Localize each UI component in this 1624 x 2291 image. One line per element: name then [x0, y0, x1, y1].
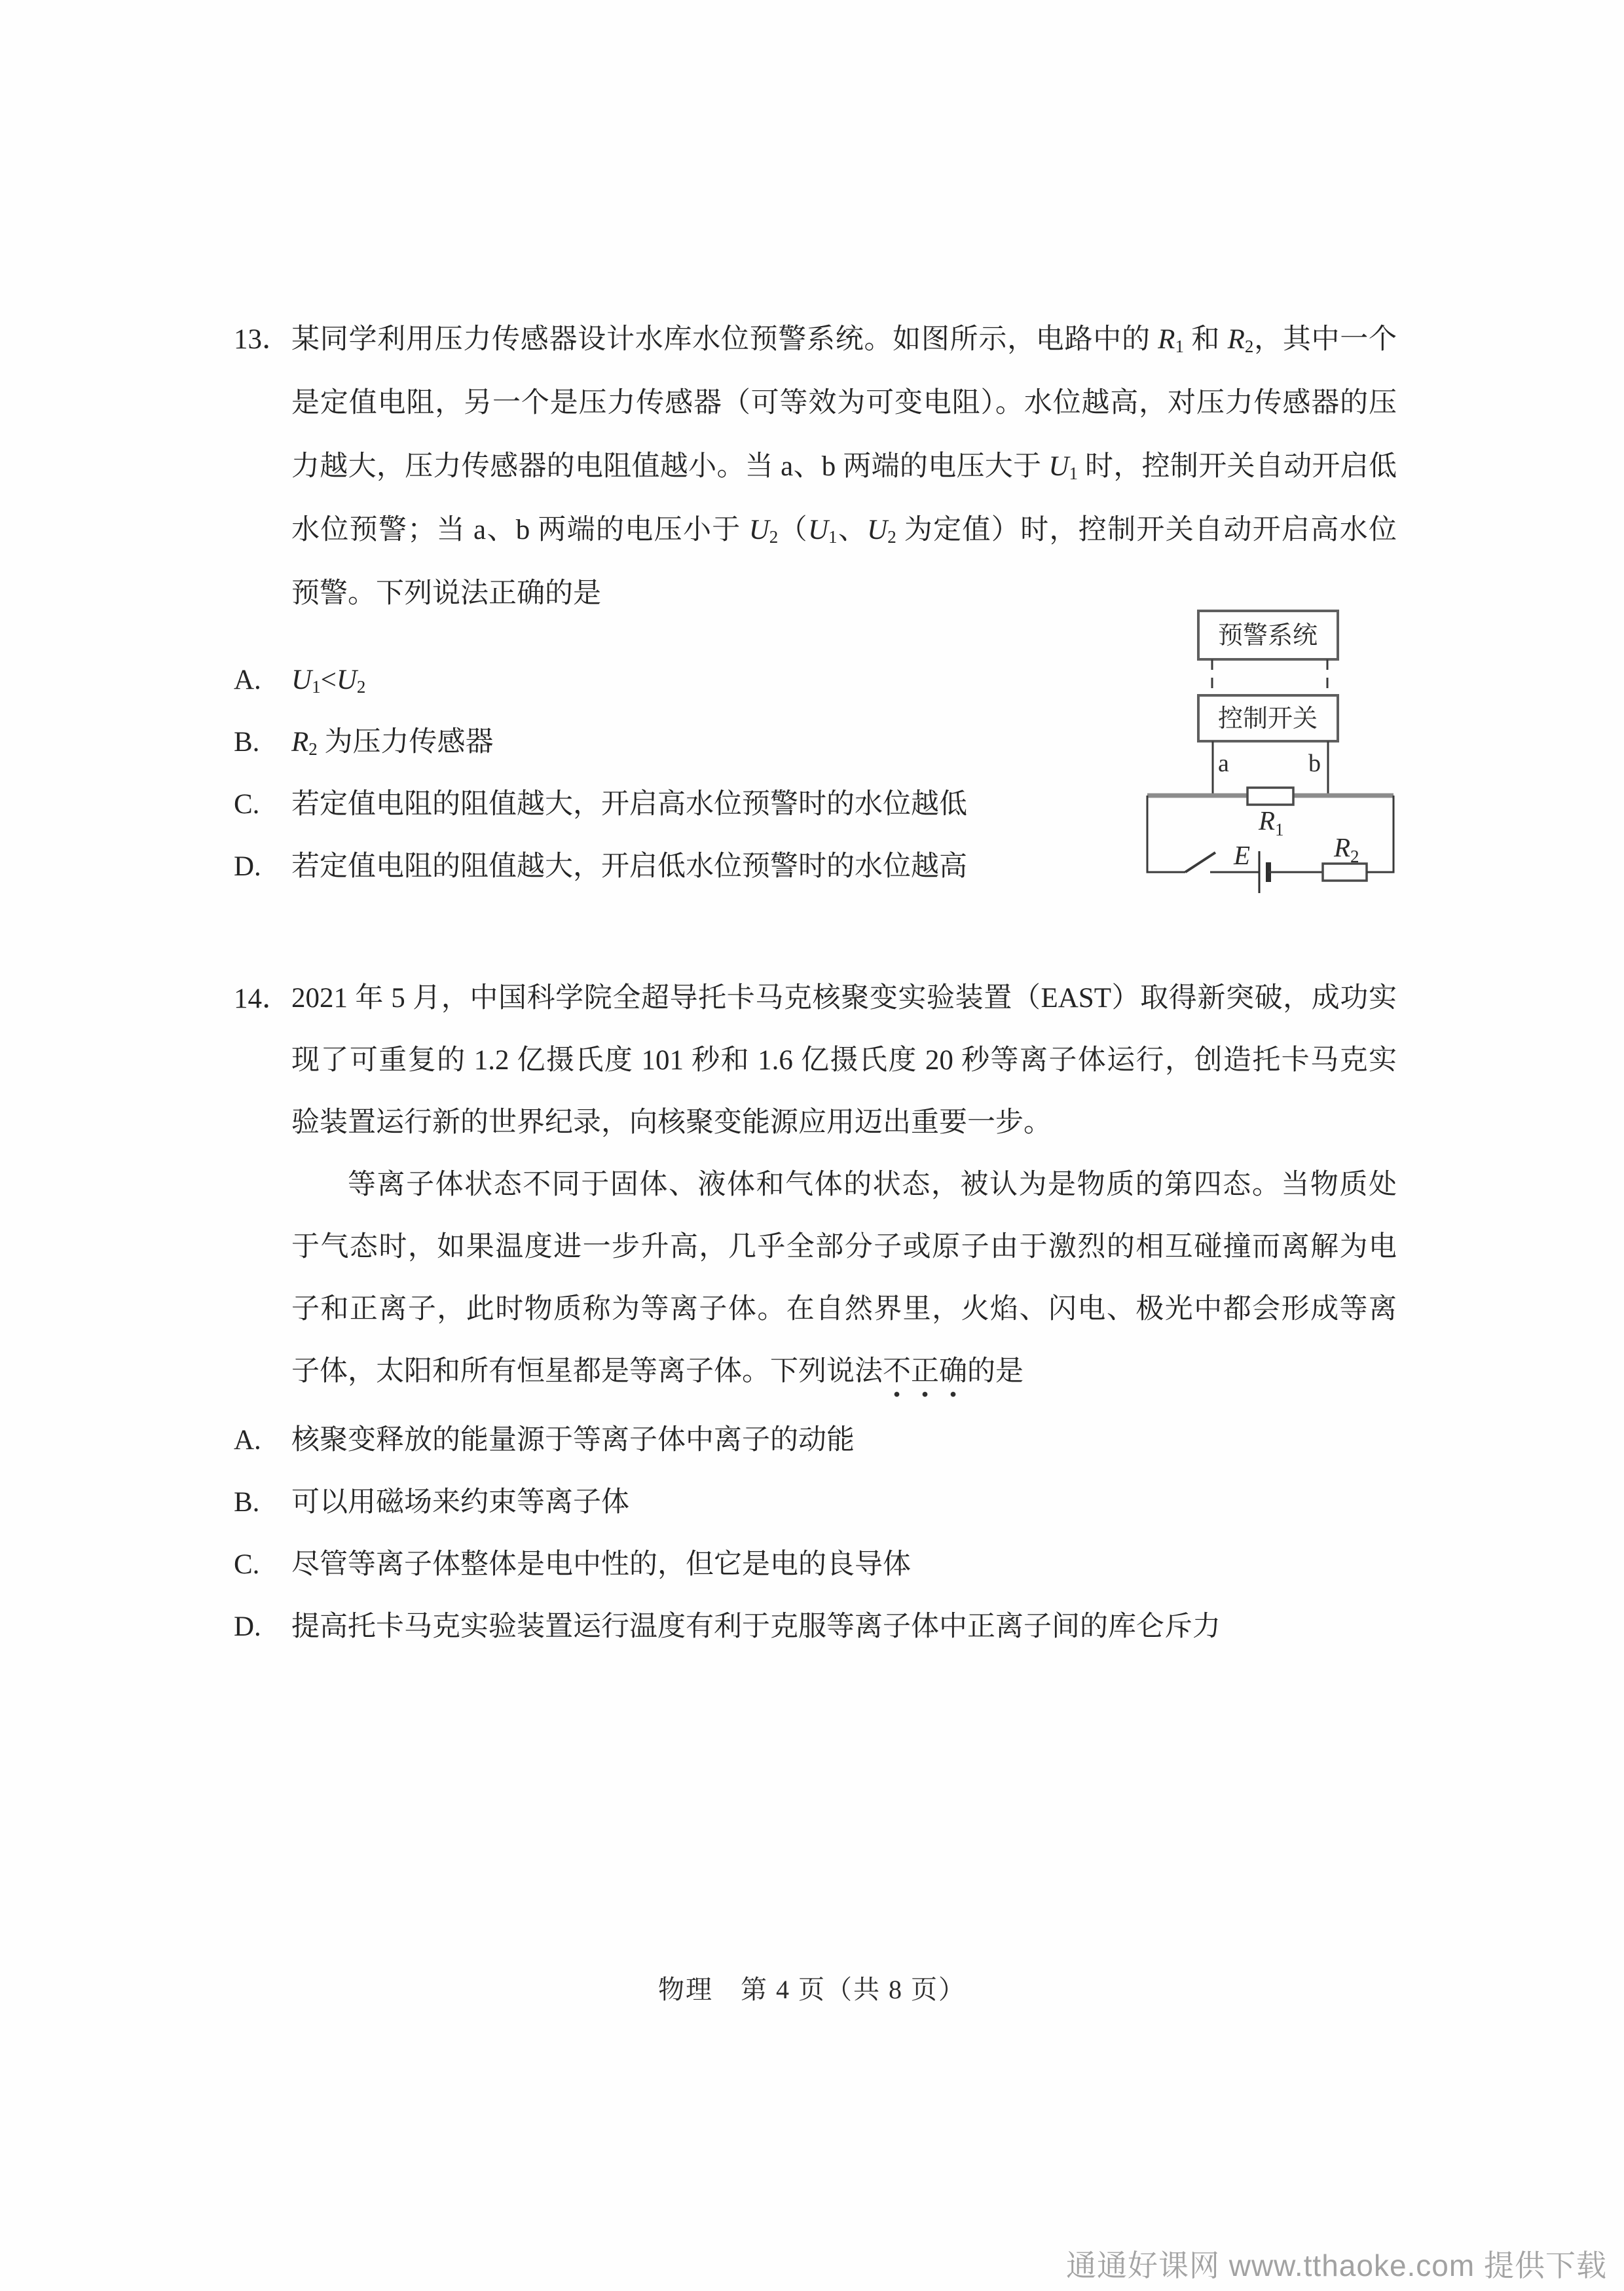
text-run: 为压力传感器: [317, 727, 494, 758]
text-run: 现了可重复的 1.2 亿摄氏度 101 秒和 1.6 亿摄氏度 20 秒等离子体运行，创造托卡马克实: [291, 1045, 1397, 1076]
emphasized-text: 不正确: [883, 1356, 967, 1387]
variable: $R_2$: [1227, 324, 1254, 356]
text-line: [291, 1029, 1397, 1091]
resistor-r2: [1323, 864, 1367, 881]
text-run: 的是: [967, 1356, 1024, 1387]
text-run: 时，控制开关自动开启低: [1077, 451, 1397, 482]
question-number: 13．: [234, 324, 290, 355]
resistor-r2-label: $R_2$: [1334, 832, 1359, 866]
text-run: 可以用磁场来约束等离子体: [291, 1487, 629, 1518]
option-label: A.: [234, 1425, 261, 1456]
text-run: 等离子体状态不同于固体、液体和气体的状态，被认为是物质的第四态。当物质处: [348, 1169, 1397, 1200]
variable: $R_1$: [1158, 324, 1184, 356]
option-row: [234, 1471, 1397, 1533]
text-run: 子体，太阳和所有恒星都是等离子体。下列说法: [291, 1356, 883, 1387]
text-run: 提高托卡马克实验装置运行温度有利于克服等离子体中正离子间的库仑斥力: [291, 1611, 1221, 1642]
text-run: 是定值电阻，另一个是压力传感器（可等效为可变电阻）。水位越高，对压力传感器的压: [291, 388, 1397, 418]
question-14-block: [234, 967, 1397, 1658]
option-row: [234, 1409, 1397, 1471]
resistor-r1-label: $R_1$: [1259, 805, 1284, 839]
text-run: 力越大，压力传感器的电阻值越小。当 a、b 两端的电压大于: [291, 451, 1049, 482]
terminal-a-label: a: [1218, 750, 1229, 777]
battery-emf-label: E: [1234, 840, 1251, 870]
option-label: B.: [234, 727, 260, 758]
text-line: [291, 1340, 1397, 1402]
resistor-r1: [1247, 788, 1293, 805]
text-line: [291, 371, 1397, 435]
variable: $U_2$: [748, 515, 779, 547]
page-footer: 物理 第 4 页（共 8 页）: [658, 1975, 966, 2004]
loop-right-wire: [1367, 796, 1393, 872]
text-run: 为定值）时，控制开关自动开启高水位: [896, 515, 1397, 545]
watermark-text: 通通好课网 www.tthaoke.com 提供下载: [1065, 2248, 1607, 2282]
text-run: 水位预警；当 a、b 两端的电压小于: [291, 515, 749, 545]
option-label: B.: [234, 1487, 260, 1518]
question-13-paragraph: [234, 308, 1397, 625]
warning-system-label: 预警系统: [1217, 622, 1318, 650]
variable: $U_2$: [867, 515, 896, 547]
option-label: C.: [234, 1549, 260, 1580]
text-run: 验装置运行新的世界纪录，向核聚变能源应用迈出重要一步。: [291, 1107, 1052, 1138]
text-line: [291, 967, 1397, 1029]
control-switch-label: 控制开关: [1217, 705, 1318, 733]
subscript: 2: [887, 526, 896, 547]
subscript: 1: [1175, 336, 1184, 356]
loop-left-wire: [1147, 796, 1185, 872]
switch-blade: [1185, 852, 1215, 872]
text-line: [291, 1154, 1397, 1216]
text-run: 尽管等离子体整体是电中性的，但它是电的良导体: [291, 1549, 911, 1580]
text-run: （: [778, 515, 808, 545]
text-run: 于气态时，如果温度进一步升高，几乎全部分子或原子由于激烈的相互碰撞而离解为电: [291, 1232, 1397, 1262]
text-line: [291, 308, 1397, 371]
option-label: D.: [234, 851, 261, 882]
text-run: 核聚变释放的能量源于等离子体中离子的动能: [291, 1425, 855, 1456]
subscript: 2: [356, 676, 366, 697]
option-row: [234, 1596, 1397, 1658]
subscript: 2: [308, 739, 318, 759]
text-line: [291, 435, 1397, 498]
text-run: 子和正离子，此时物质称为等离子体。在自然界里，火焰、闪电、极光中都会形成等离: [291, 1294, 1397, 1325]
dashed-connector-lines: [1212, 659, 1327, 695]
circuit-diagram: [1139, 602, 1401, 910]
question-14-options: [234, 1409, 1397, 1658]
subscript: 1: [828, 526, 838, 547]
circuit-svg: [1139, 602, 1401, 910]
option-row: [234, 1533, 1397, 1596]
question-14-paragraph: [234, 967, 1397, 1402]
variable: $R_2$: [291, 727, 318, 759]
option-label: A.: [234, 665, 261, 695]
subscript: 2: [769, 526, 779, 547]
option-label: C.: [234, 789, 260, 820]
terminal-b-label: b: [1308, 750, 1321, 777]
subscript: 2: [1244, 336, 1254, 356]
text-run: <: [320, 665, 337, 695]
text-run: 某同学利用压力传感器设计水库水位预警系统。如图所示，电路中的: [291, 324, 1158, 355]
text-run: 和: [1183, 324, 1228, 355]
text-run: 若定值电阻的阻值越大，开启低水位预警时的水位越高: [291, 851, 967, 882]
variable: $U_2$: [336, 665, 366, 697]
subscript: 1: [312, 676, 321, 697]
text-line: [291, 1216, 1397, 1278]
text-line: [291, 1091, 1397, 1154]
variable: $U_1$: [1048, 451, 1078, 483]
text-line: [291, 1278, 1397, 1340]
question-number: 14．: [234, 983, 290, 1014]
option-label: D.: [234, 1611, 261, 1642]
variable: $U_1$: [807, 515, 838, 547]
variable: $U_1$: [291, 665, 321, 697]
text-run: 2021 年 5 月，中国科学院全超导托卡马克核聚变实验装置（EAST）取得新突破，成功实: [291, 983, 1397, 1014]
subscript: 1: [1069, 463, 1078, 483]
text-line: [291, 498, 1397, 562]
exam-content-column: [234, 308, 1397, 1658]
text-run: 、: [837, 515, 868, 545]
text-run: 若定值电阻的阻值越大，开启高水位预警时的水位越低: [291, 789, 967, 820]
text-run: ，其中一个: [1253, 324, 1397, 355]
text-run: 预警。下列说法正确的是: [291, 578, 601, 609]
